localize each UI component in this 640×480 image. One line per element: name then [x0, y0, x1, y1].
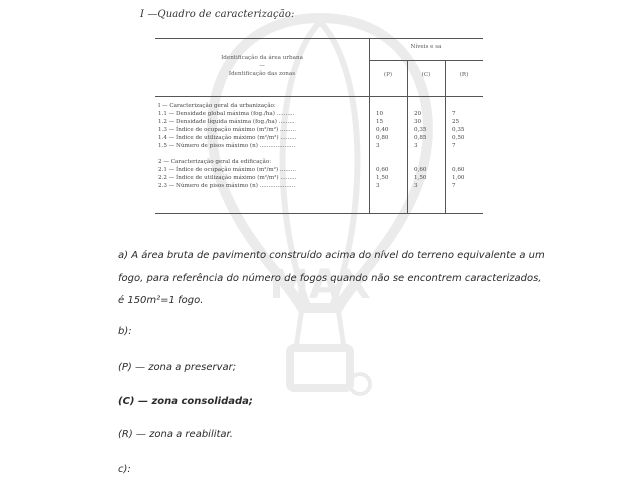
cell-r: 7: [452, 143, 456, 149]
row-label: I — Caracterização geral da urbanização:: [158, 103, 276, 109]
zone-reabilitar: (R) — zona a reabilitar.: [118, 429, 233, 440]
table-col-divider: [369, 38, 370, 214]
cell-p: 3: [376, 143, 380, 149]
cell-r: 0,35: [452, 127, 465, 133]
paragraph-a-line-2: fogo, para referência do número de fogos quando não se encontrem caracterizados,: [118, 272, 542, 284]
cell-p: 0,40: [376, 127, 389, 133]
header-area-label: Identificação da área urbana: [221, 55, 303, 61]
header-dash: —: [259, 63, 265, 69]
paragraph-a: [118, 245, 598, 313]
row-label: 1.2 — Densidade líquida máxima (fog./ha) .........: [158, 119, 295, 125]
cell-c: 0,85: [414, 135, 427, 141]
item-c-heading: c):: [118, 464, 131, 475]
zone-consolidada: (C) — zona consolidada;: [118, 396, 253, 407]
cell-r: 7: [452, 183, 456, 189]
cell-c: 1,50: [414, 175, 427, 181]
cell-r: 25: [452, 119, 460, 125]
watermark-text: MAX: [269, 262, 371, 308]
cell-c: 20: [414, 111, 422, 117]
cell-p: 0,60: [376, 167, 389, 173]
cell-c: 30: [414, 119, 422, 125]
row-label: 2.3 — Número de pisos máximo (n) ....................: [158, 183, 296, 189]
cell-p: 1,50: [376, 175, 389, 181]
cell-c: 3: [414, 183, 418, 189]
cell-c: 3: [414, 143, 418, 149]
row-label: 2.1 — Índice de ocupação máximo (m²/m²) .........: [158, 167, 296, 173]
table-header-rule: [155, 96, 483, 97]
column-header-p: (P): [383, 72, 393, 78]
paragraph-a-line-3: é 150m²=1 fogo.: [118, 295, 204, 306]
cell-p: 10: [376, 111, 384, 117]
cell-r: 0,50: [452, 135, 465, 141]
row-label: 2.2 — Índice de utilização máximo (m²/m²) .........: [158, 175, 297, 181]
cell-r: 1,00: [452, 175, 465, 181]
column-header-r: (R): [459, 72, 469, 78]
cell-p: 3: [376, 183, 380, 189]
header-zones-label: Identificação das zonas: [228, 71, 296, 77]
table-bottom-rule: [155, 213, 483, 214]
row-label: 2 — Caracterização geral da edificação:: [158, 159, 272, 165]
table-subheader-rule: [370, 60, 483, 61]
cell-r: 7: [452, 111, 456, 117]
table-header-left: [159, 54, 365, 78]
row-label: 1.3 — Índice de ocupação máximo (m²/m²) .........: [158, 127, 296, 133]
row-label: 1.1 — Densidade global máxima (fog./ha) ..........: [158, 111, 295, 117]
zone-preservar: (P) — zona a preservar;: [118, 362, 237, 373]
table-header-right: Níveis e sa: [410, 44, 442, 50]
table-top-rule: [155, 38, 483, 39]
row-label: 1.4 — Índice de utilização máximo (m²/m²) .........: [158, 135, 297, 141]
cell-c: 0,35: [414, 127, 427, 133]
cell-c: 0,60: [414, 167, 427, 173]
column-header-c: (C): [421, 72, 431, 78]
row-label: 1.5 — Número de pisos máximo (n) ....................: [158, 143, 296, 149]
characterization-table: [155, 38, 483, 214]
item-b-heading: b):: [118, 326, 132, 337]
cell-r: 0,60: [452, 167, 465, 173]
section-title: I —Quadro de caracterização:: [140, 9, 295, 20]
cell-p: 0,80: [376, 135, 389, 141]
paragraph-a-line-1: a) A área bruta de pavimento construído acima do nível do terreno equivalente a um: [118, 250, 545, 261]
cell-p: 15: [376, 119, 384, 125]
